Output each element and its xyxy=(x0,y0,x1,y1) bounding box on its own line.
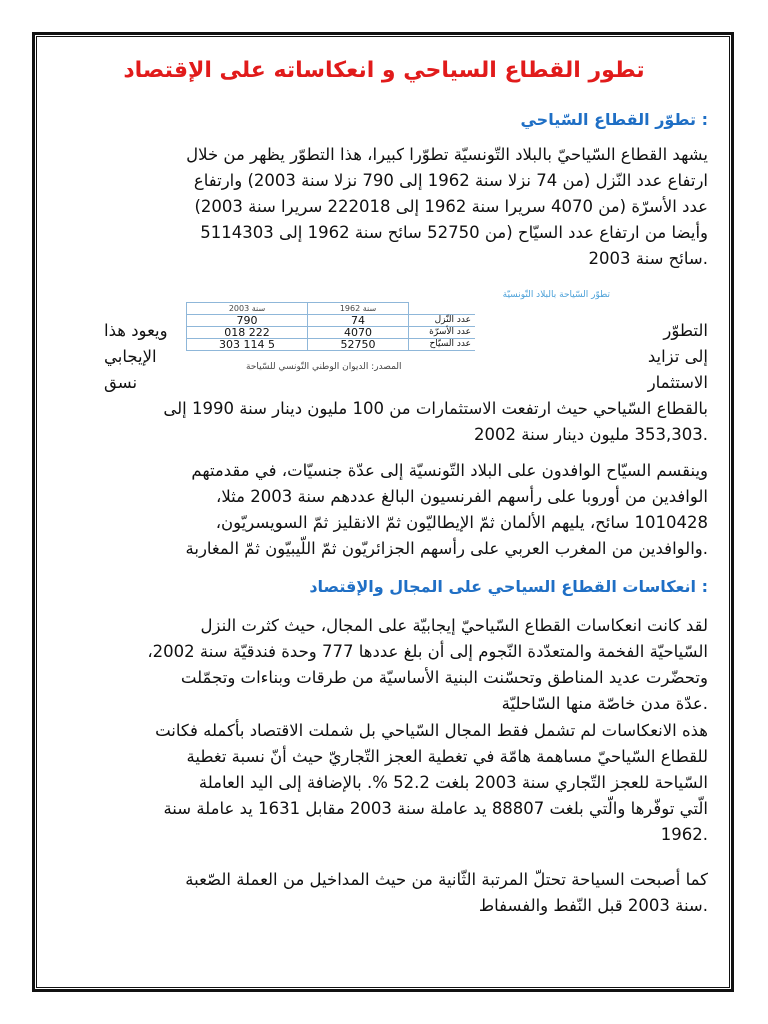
table-row xyxy=(187,315,476,327)
paragraph-currency xyxy=(96,867,708,919)
table-cell: 222 018 xyxy=(187,327,308,339)
text-line: لقد كانت انعكاسات القطاع السّياحيّ إيجابيّة على المجال، حيث كثرت النزل xyxy=(200,616,708,635)
page-title: تطور القطاع السياحي و انعكاساته على الإقتصاد xyxy=(123,58,645,83)
text-line: .عدّة مدن خاصّة منها السّاحليّة xyxy=(501,694,708,713)
figure-source: المصدر: الديوان الوطني التّونسي للسّياحة xyxy=(246,362,402,372)
side-text-right: التطوّر xyxy=(663,321,708,340)
table-cell: 4070 xyxy=(308,327,409,339)
paragraph-economy-impacts xyxy=(96,718,708,848)
text-line: يشهد القطاع السّياحيّ بالبلاد التّونسيّة تطوّرا كبيرا، هذا التطوّر يظهر من خلال xyxy=(186,145,708,164)
text-line: وتحضّرت عديد المناطق وتحسّنت البنية الأساسيّة من طرقات وبناءات وتجمّلت xyxy=(180,668,708,687)
text-line: .والوافدين من المغرب العربي على رأسهم الجزائريّون ثمّ اللّيبيّون ثمّ المغاربة xyxy=(185,539,708,558)
table-row xyxy=(187,339,476,351)
text-line: هذه الانعكاسات لم تشمل فقط المجال السّياحي بل شملت الاقتصاد بأكمله فكانت xyxy=(155,721,708,740)
tourism-table-figure xyxy=(182,288,610,378)
section-heading-development: : تطوّر القطاع السّياحي xyxy=(520,110,708,129)
text-line: وأيضا من ارتفاع عدد السيّاح (من 52750 سائح سنة 1962 إلى 5114303 xyxy=(200,223,708,242)
text-line: ارتفاع عدد النّزل (من 74 نزلا سنة 1962 إلى 790 نزلا سنة 2003) وارتفاع xyxy=(193,171,708,190)
row-label: عدد الأسرّة xyxy=(409,327,476,339)
side-text-left: ويعود هذا xyxy=(104,321,168,340)
side-text-right: إلى تزايد xyxy=(647,347,708,366)
text-line: للقطاع السّياحيّ مساهمة هامّة في تغطية العجز التّجاريّ حيث أنّ نسبة تغطية xyxy=(186,747,708,766)
text-line: 1010428 سائح، يليهم الألمان ثمّ الإيطاليّون ثمّ الانقليز ثمّ السويسريّون، xyxy=(215,513,708,532)
column-header: سنة 2003 xyxy=(187,303,308,315)
table-row xyxy=(187,327,476,339)
paragraph-nationalities xyxy=(96,458,708,562)
table-cell: 52750 xyxy=(308,339,409,351)
section-heading-impacts: : انعكاسات القطاع السياحي على المجال والإقتصاد xyxy=(309,577,708,596)
text-line: .سائح سنة 2003 xyxy=(588,249,708,268)
text-line: كما أصبحت السياحة تحتلّ المرتبة الثّانية من حيث المداخيل من العملة الصّعبة xyxy=(185,870,708,889)
table-header-row xyxy=(187,303,476,315)
table-cell: 74 xyxy=(308,315,409,327)
text-line: الوافدين من أوروبا على رأسهم الفرنسيون البالغ عددهم سنة 2003 مثلا، xyxy=(216,487,708,506)
text-line: بالقطاع السّياحي حيث ارتفعت الاستثمارات من 100 مليون دينار سنة 1990 إلى xyxy=(163,399,708,418)
side-text-left: الإيجابي xyxy=(104,347,157,366)
text-line: .353,303 مليون دينار سنة 2002 xyxy=(474,425,708,444)
paragraph-investment xyxy=(96,396,708,448)
table-cell: 5 114 303 xyxy=(187,339,308,351)
column-header: سنة 1962 xyxy=(308,303,409,315)
text-line: .1962 xyxy=(660,825,708,844)
text-line: وينقسم السيّاح الوافدون على البلاد التّونسيّة إلى عدّة جنسيّات، في مقدمتهم xyxy=(191,461,708,480)
paragraph-development xyxy=(96,142,708,272)
side-text-right: الاستثمار xyxy=(647,373,708,392)
text-line: عدد الأسرّة (من 4070 سريرا سنة 1962 إلى 222018 سريرا سنة 2003) xyxy=(194,197,708,216)
table-cell: 790 xyxy=(187,315,308,327)
text-line: السّياحيّة الفخمة والمتعدّدة النّجوم إلى أن بلغ عددها 777 وحدة فندقيّة سنة 2002، xyxy=(147,642,708,661)
row-label: عدد النّزل xyxy=(409,315,476,327)
text-line: .سنة 2003 قبل النّفط والفسفاط xyxy=(478,896,708,915)
side-text-left: نسق xyxy=(104,373,138,392)
figure-title: تطوّر السّياحة بالبلاد التّونسيّة xyxy=(502,290,610,300)
paragraph-space-impacts xyxy=(96,613,708,717)
table-corner xyxy=(409,303,476,315)
text-line: الّتي توفّرها والّتي بلغت 88807 يد عاملة سنة 2003 مقابل 1631 يد عاملة سنة xyxy=(163,799,708,818)
row-label: عدد السيّاح xyxy=(409,339,476,351)
text-line: السّياحة للعجز التّجاري سنة 2003 بلغت 52.2 %. بالإضافة إلى اليد العاملة xyxy=(198,773,708,792)
tourism-table xyxy=(186,302,475,351)
